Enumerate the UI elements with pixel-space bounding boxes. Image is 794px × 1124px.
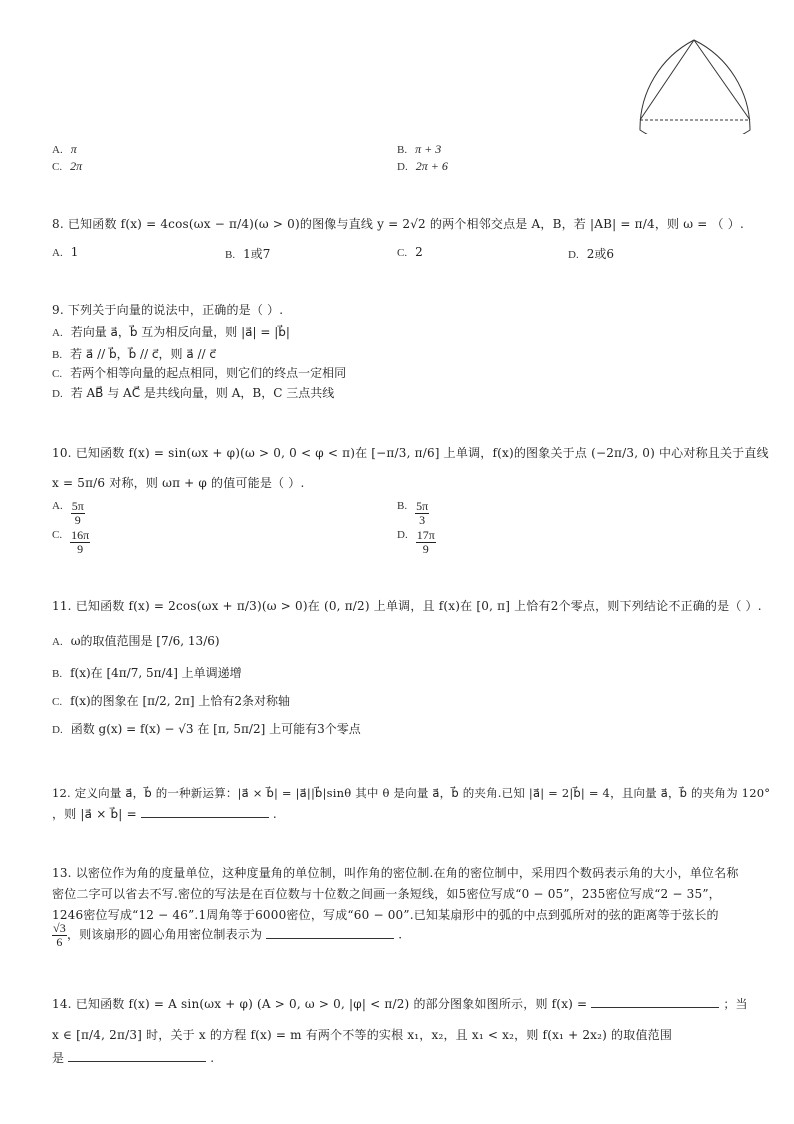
option-label: C. [397, 247, 408, 259]
option-text: f(x)在 [4π/7, 5π/4] 上单调递增 [70, 666, 242, 680]
q13-end-mark: . [398, 927, 403, 942]
option-label: A. [52, 327, 63, 339]
option-label: A. [52, 144, 63, 156]
q12-end-mark: . [272, 807, 277, 821]
q10-option-c[interactable] [52, 529, 90, 555]
q14-answer-blank-1[interactable] [591, 997, 719, 1008]
q10-stem-line1: 10. 已知函数 f(x) = sin(ωx + φ)(ω > 0, 0 < φ < π)在 [−π/3, π/6] 上单调，f(x)的图象关于点 (−2π/3, 0) 中心对称且关于直线 [52, 446, 769, 460]
reuleaux-triangle-figure [636, 36, 758, 134]
q7-option-c[interactable] [52, 159, 82, 174]
option-label: D. [52, 388, 63, 400]
triangle-side-right [694, 40, 750, 120]
q9-stem: 9. 下列关于向量的说法中，正确的是（ ）. [52, 303, 284, 317]
fraction-numerator: 16π [71, 528, 90, 542]
q10-option-d[interactable] [397, 529, 436, 555]
q7-option-a[interactable] [52, 142, 77, 157]
q13-line4 [52, 922, 402, 948]
option-fraction [70, 529, 90, 555]
q10-option-b[interactable] [397, 500, 429, 526]
option-text: ω的取值范围是 [7/6, 13/6) [70, 634, 220, 648]
fraction-numerator: √3 [53, 921, 66, 935]
q13-fraction [52, 922, 67, 948]
option-label: B. [397, 500, 408, 512]
q8-option-c[interactable] [397, 245, 423, 259]
q13-line1: 13. 以密位作为角的度量单位，这种度量角的单位制，叫作角的密位制.在角的密位制中，采用四个数码表示角的大小，单位名称 [52, 866, 739, 880]
q9-option-d[interactable] [52, 384, 334, 401]
option-label: B. [225, 249, 236, 261]
q11-option-c[interactable] [52, 692, 290, 709]
option-text: f(x)的图象在 [π/2, 2π] 上恰有2条对称轴 [70, 694, 291, 708]
option-fraction [415, 500, 429, 526]
option-text: π [70, 142, 77, 156]
q9-option-a[interactable] [52, 323, 290, 340]
option-label: B. [397, 144, 408, 156]
option-label: D. [568, 249, 579, 261]
q12-line2 [52, 805, 277, 822]
fraction-denominator: 3 [419, 512, 426, 527]
option-text: 2π + 6 [415, 159, 448, 173]
option-text: 若 a⃗ // b⃗，b⃗ // c⃗，则 a⃗ // c⃗ [70, 347, 217, 361]
option-text: 函数 g(x) = f(x) − √3 在 [π, 5π/2] 上可能有3个零点 [70, 722, 361, 736]
q14-line1-text: 14. 已知函数 f(x) = A sin(ωx + φ) (A > 0, ω > 0, |φ| < π/2) 的部分图象如图所示，则 f(x) = [52, 997, 588, 1011]
q14-line3-text: 是 [52, 1051, 65, 1065]
option-text: 2或6 [586, 247, 614, 261]
option-label: D. [397, 161, 408, 173]
q12-line2-text: ，则 |a⃗ × b⃗| = [52, 807, 137, 821]
q7-option-b[interactable] [397, 142, 441, 157]
q14-line1-tail: ；当 [723, 997, 748, 1011]
option-label: A. [52, 636, 63, 648]
q10-option-a[interactable] [52, 500, 85, 526]
q13-answer-blank[interactable] [266, 928, 394, 939]
q13-line3: 1246密位写成“12 − 46”.1周角等于6000密位，写成“60 − 00”.已知某扇形中的弧的中点到弧所对的弦的距离等于弦长的 [52, 908, 719, 922]
q14-end-mark: . [210, 1051, 215, 1065]
q8-stem: 8. 已知函数 f(x) = 4cos(ωx − π/4)(ω > 0)的图像与直线 y = 2√2 的两个相邻交点是 A，B，若 |AB| = π/4，则 ω = （ ）. [52, 217, 744, 231]
fraction-numerator: 5π [71, 499, 84, 513]
triangle-side-left [640, 40, 694, 120]
q14-line3 [52, 1049, 214, 1066]
option-label: A. [52, 500, 63, 512]
fraction-denominator: 9 [77, 541, 84, 556]
q8-option-a[interactable] [52, 245, 78, 259]
q12-answer-blank[interactable] [141, 807, 269, 818]
q13-line2: 密位二字可以省去不写.密位的写法是在百位数与十位数之间画一条短线，如5密位写成“0 − 05”，235密位写成“2 − 35”， [52, 887, 721, 901]
q11-option-b[interactable] [52, 664, 242, 681]
q11-stem: 11. 已知函数 f(x) = 2cos(ωx + π/3)(ω > 0)在 (0, π/2) 上单调，且 f(x)在 [0, π] 上恰有2个零点，则下列结论不正确的是（ ）. [52, 599, 762, 613]
option-fraction [416, 529, 436, 555]
q8-option-b[interactable] [225, 245, 270, 262]
option-label: C. [52, 368, 63, 380]
q14-line2: x ∈ [π/4, 2π/3] 时，关于 x 的方程 f(x) = m 有两个不等的实根 x₁，x₂，且 x₁ < x₂，则 f(x₁ + 2x₂) 的取值范围 [52, 1028, 673, 1042]
fraction-numerator: 17π [416, 528, 435, 542]
q10-stem-line2: x = 5π/6 对称，则 ωπ + φ 的值可能是（ ）. [52, 476, 305, 490]
option-fraction [71, 500, 85, 526]
q8-option-d[interactable] [568, 245, 614, 262]
fraction-denominator: 9 [74, 512, 81, 527]
q9-option-b[interactable] [52, 345, 216, 362]
option-label: C. [52, 161, 63, 173]
q11-option-d[interactable] [52, 720, 361, 737]
option-text: 若 AB⃗ 与 AC⃗ 是共线向量，则 A，B，C 三点共线 [70, 386, 335, 400]
option-text: 1 [70, 245, 79, 259]
q9-option-c[interactable] [52, 364, 346, 381]
option-label: D. [52, 724, 63, 736]
option-label: B. [52, 668, 63, 680]
q7-option-d[interactable] [397, 159, 448, 174]
fraction-denominator: 9 [422, 541, 429, 556]
option-label: C. [52, 529, 63, 541]
option-label: B. [52, 349, 63, 361]
fraction-denominator: 6 [56, 934, 63, 949]
option-text: 2 [415, 245, 423, 259]
option-label: D. [397, 529, 408, 541]
fraction-numerator: 5π [416, 499, 429, 513]
option-label: A. [52, 247, 63, 259]
option-text: 2π [70, 159, 83, 173]
q13-line4-text: ，则该扇形的圆心角用密位制表示为 [67, 927, 263, 942]
q11-option-a[interactable] [52, 632, 220, 649]
option-text: 1或7 [243, 247, 271, 261]
option-label: C. [52, 696, 63, 708]
q12-line1: 12. 定义向量 a⃗，b⃗ 的一种新运算：|a⃗ × b⃗| = |a⃗||b⃗|sinθ 其中 θ 是向量 a⃗，b⃗ 的夹角.已知 |a⃗| = 2|b⃗| = 4，且向量 a⃗，b⃗ 的夹角为 120° [52, 786, 771, 800]
option-text: 若向量 a⃗，b⃗ 互为相反向量，则 |a⃗| = |b⃗| [70, 325, 290, 339]
q14-answer-blank-2[interactable] [68, 1051, 206, 1062]
option-text: 若两个相等向量的起点相同，则它们的终点一定相同 [70, 366, 347, 380]
option-text: π + 3 [415, 142, 442, 156]
q14-line1 [52, 995, 748, 1012]
